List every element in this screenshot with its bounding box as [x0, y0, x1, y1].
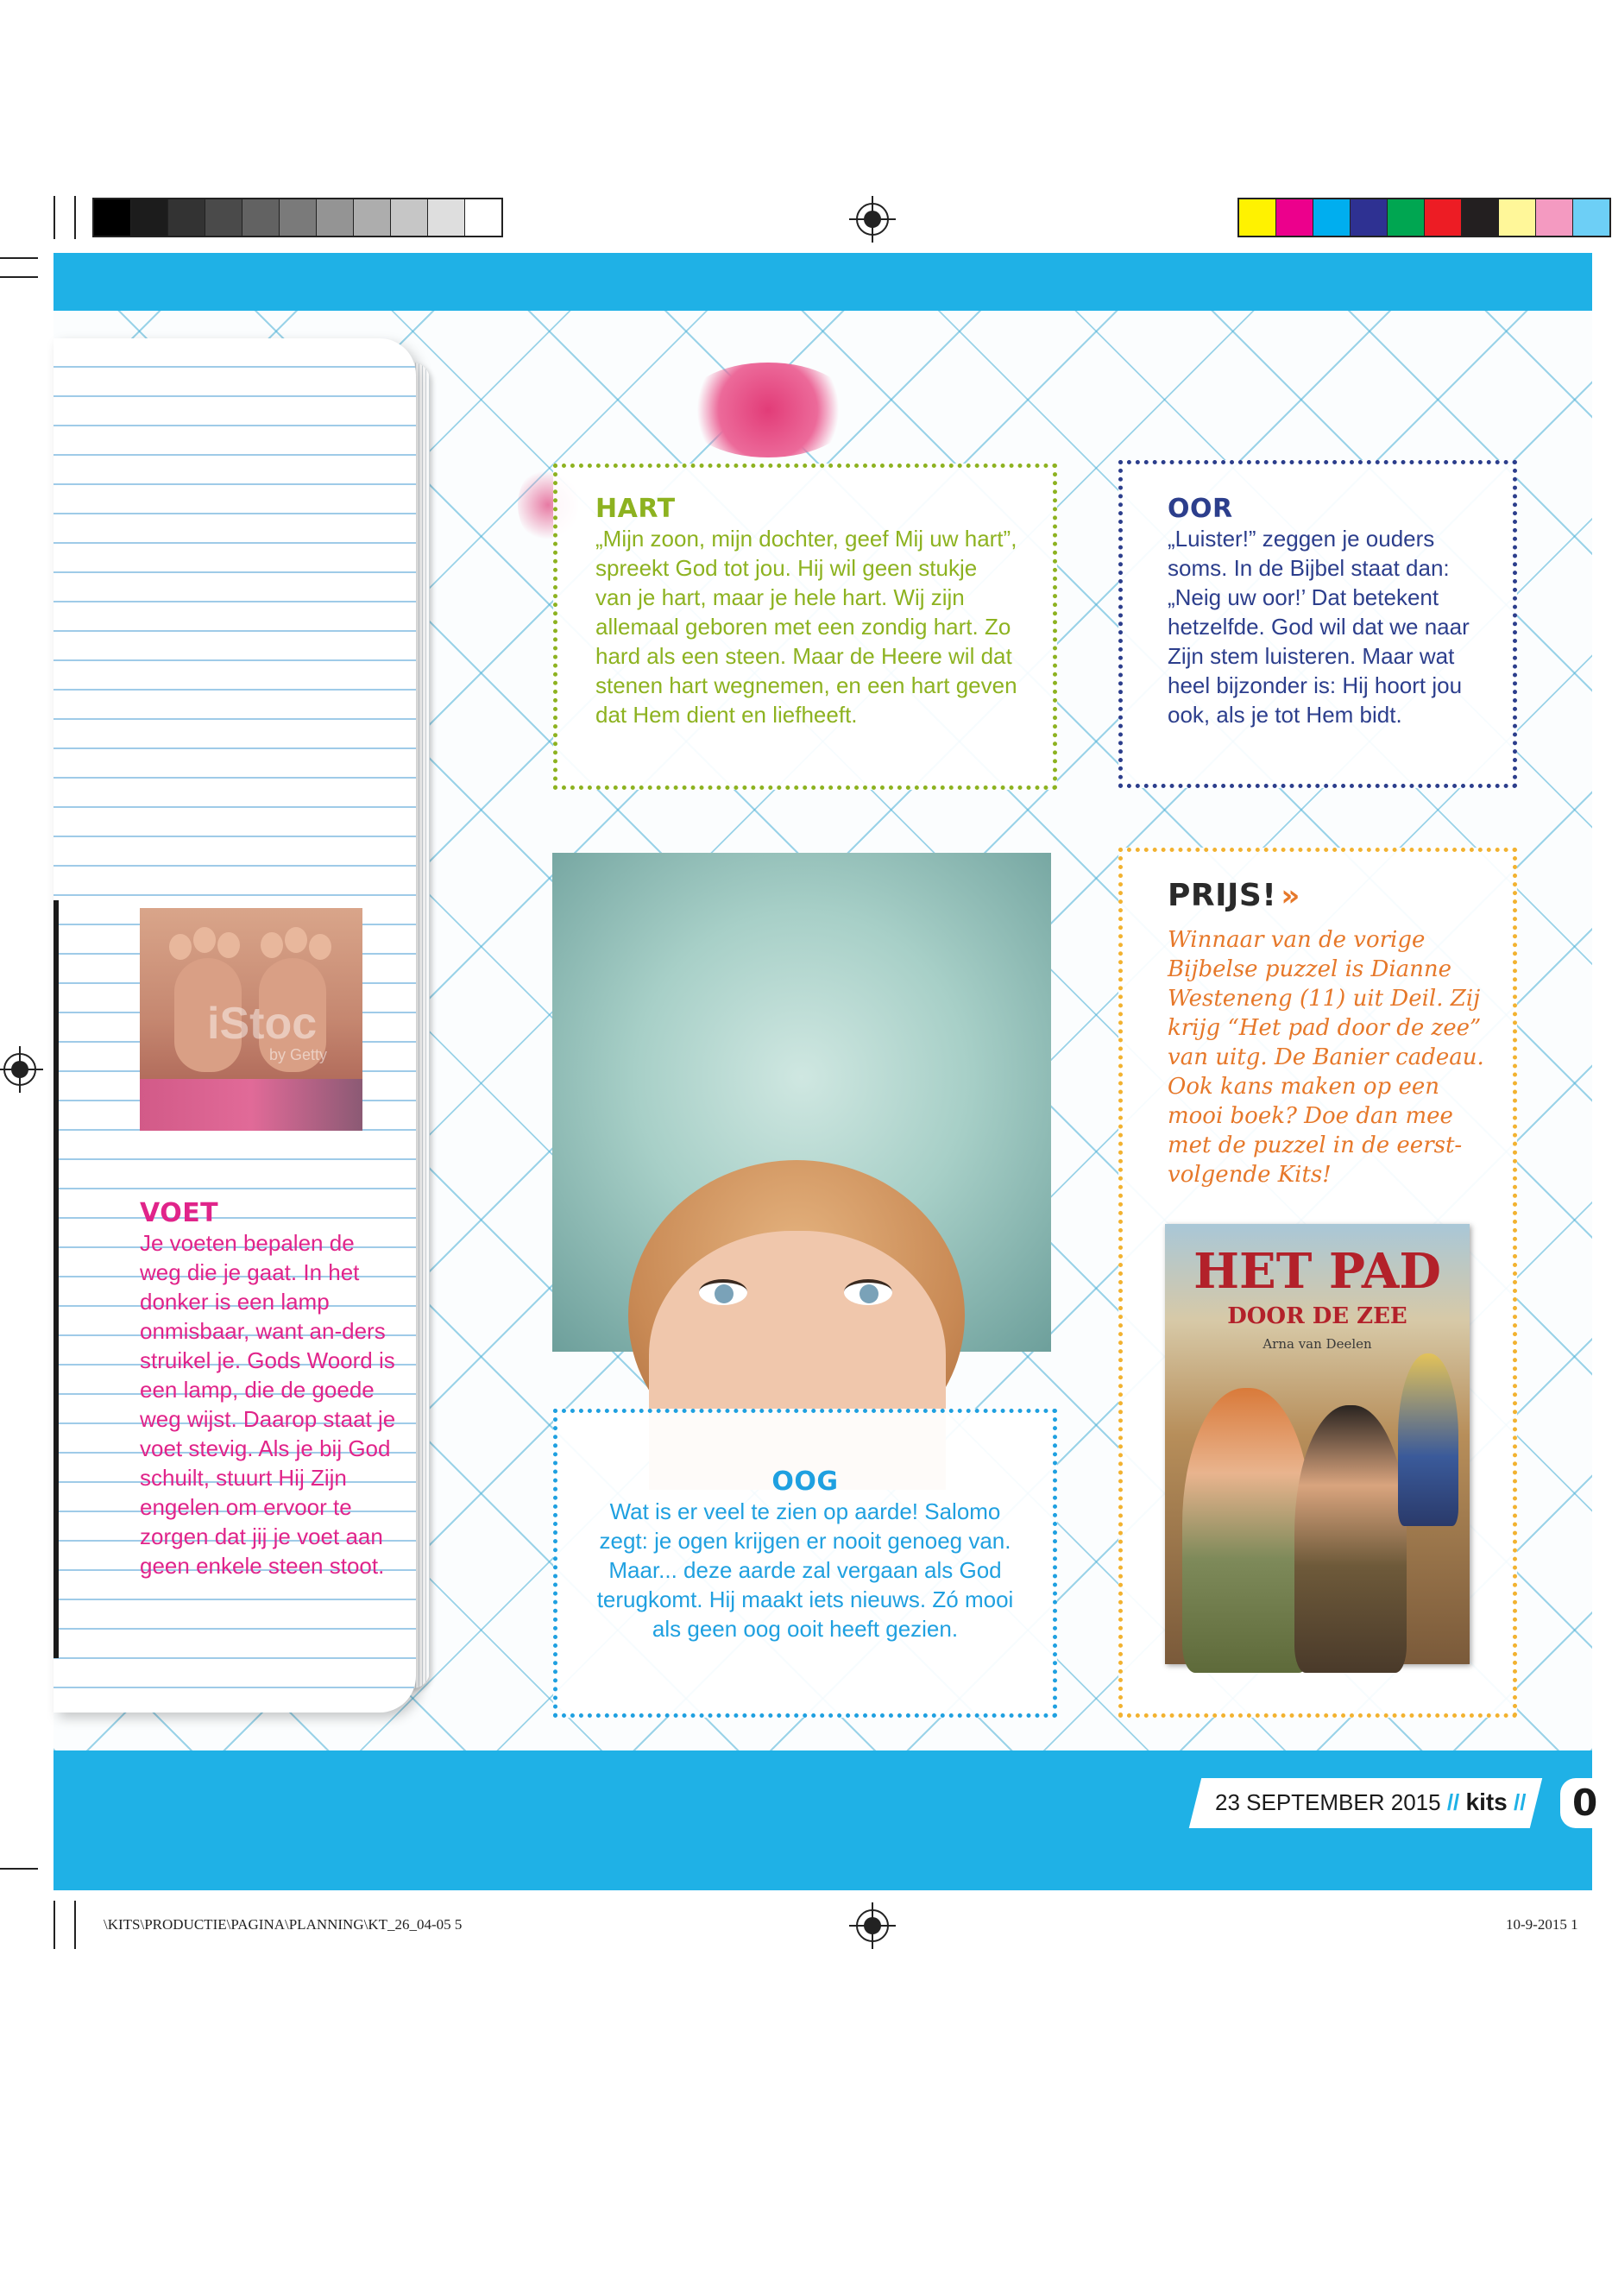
oor-box: [1118, 460, 1517, 788]
footer-separator-end: //: [1513, 1789, 1527, 1815]
crop-mark: [74, 196, 76, 239]
crop-mark: [74, 1901, 76, 1949]
hart-text: „Mijn zoon, mijn dochter, geef Mij uw hart”, spreekt God tot jou. Hij wil geen stukje van je hart, maar je hele hart. Wij zijn allemaal geboren met een zondig hart. Zo hard als een steen. Maar de Heere wil dat stenen hart wegnemen, en een hart geven dat Hem dient en liefheeft.: [595, 526, 1017, 728]
magazine-brand: kits: [1465, 1788, 1508, 1815]
crop-mark: [0, 276, 38, 278]
registration-mark: [3, 1053, 36, 1086]
footer-date-line: [1215, 1788, 1526, 1816]
crop-mark: [54, 1901, 55, 1949]
watermark-text: iStoc: [207, 999, 318, 1049]
print-slug-path: \KITS\PRODUCTIE\PAGINA\PLANNING\KT_26_04-05 5: [104, 1916, 463, 1933]
book-cover-subtitle: DOOR DE ZEE: [1227, 1303, 1407, 1329]
pink-paint-splash: [682, 363, 854, 457]
registration-mark: [856, 1909, 889, 1942]
oog-title: OOG: [771, 1467, 839, 1497]
feet-photo: [140, 908, 362, 1131]
color-calibration-bar: [1237, 198, 1611, 237]
hart-box: [553, 464, 1057, 790]
print-slug-date: 10-9-2015 1: [1506, 1916, 1578, 1933]
prijs-title: PRIJS!: [1168, 878, 1277, 913]
oor-title: OOR: [1168, 494, 1233, 524]
registration-mark: [856, 203, 889, 236]
top-blue-band: [54, 253, 1592, 311]
crop-mark: [0, 257, 38, 259]
voet-text: Je voeten bepalen de weg die je gaat. In het donker is een lamp onmisbaar, want an-ders struikel je. Gods Woord is een lamp, die de goede weg wijst. Daarop staat je voet stevig. Als je bij God schuilt, stuurt Hij Zijn engelen om ervoor te zorgen dat jij je voet aan geen enkele steen stoot.: [140, 1230, 396, 1579]
prijs-text: Winnaar van de vorige Bijbelse puzzel is Dianne Westeneng (11) uit Deil. Zij krijg “Het pad door de zee” van uitg. De Banier cadeau. Ook kans maken op een mooi boek? Doe dan mee met de puzzel in de eerst-volgende Kits!: [1168, 927, 1484, 1188]
hart-title: HART: [595, 494, 676, 524]
footer-separator: //: [1446, 1789, 1460, 1815]
grayscale-calibration-bar: [92, 198, 503, 237]
girl-looking-up-photo: [552, 853, 1051, 1352]
page-number-tab: [1560, 1778, 1612, 1828]
page-number: 0: [1572, 1782, 1598, 1824]
book-cover-title: HET PAD: [1193, 1243, 1441, 1300]
issue-date: 23 SEPTEMBER 2015: [1215, 1789, 1441, 1815]
notebook-binding-strip: [54, 900, 59, 1658]
oor-text: „Luister!” zeggen je ouders soms. In de Bijbel staat dan: „Neig uw oor!’ Dat betekent hetzelfde. God wil dat we naar Zijn stem luisteren. Maar wat heel bijzonder is: Hij hoort jou ook, als je tot Hem bidt.: [1168, 526, 1470, 728]
prijs-arrow: »: [1281, 879, 1300, 913]
crop-mark: [0, 1868, 38, 1870]
book-cover-image: [1165, 1224, 1470, 1664]
crop-mark: [54, 196, 55, 239]
voet-title: VOET: [140, 1198, 219, 1228]
watermark-subtext: by Getty: [269, 1046, 328, 1063]
book-cover-author: Arna van Deelen: [1263, 1336, 1372, 1352]
oog-box: [553, 1409, 1057, 1718]
oog-text: Wat is er veel te zien op aarde! Salomo zegt: je ogen krijgen er nooit genoeg van. Maar... deze aarde zal vergaan als God terugkomt. Hij maakt iets nieuws. Zó mooi als geen oog ooit heeft gezien.: [596, 1498, 1014, 1642]
voet-section: [140, 1198, 399, 1580]
